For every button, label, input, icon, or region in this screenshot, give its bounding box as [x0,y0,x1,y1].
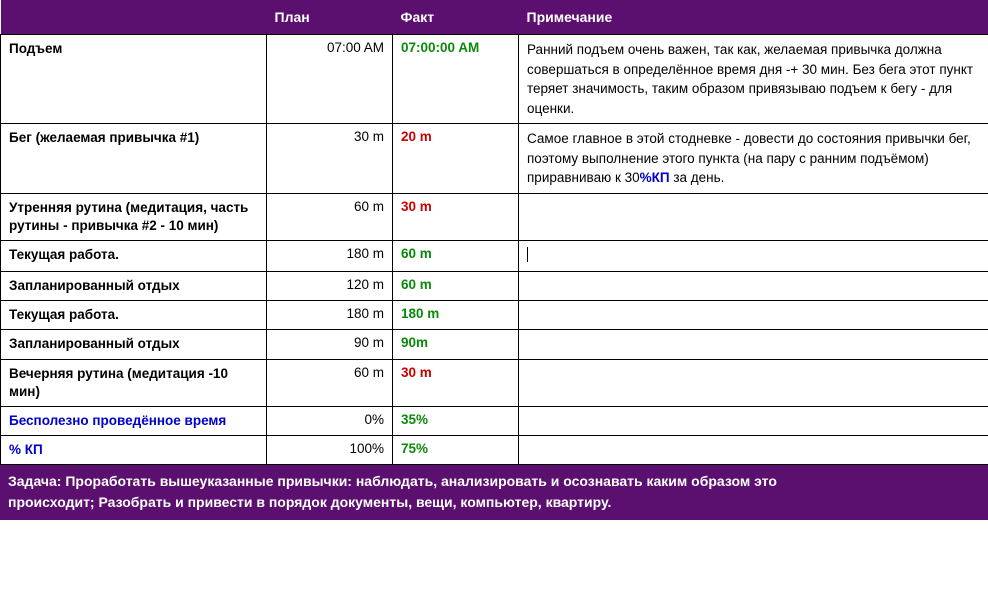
row-fact-value: 75% [393,436,519,465]
row-plan-value: 30 m [267,124,393,194]
row-task-label: Утренняя рутина (медитация, часть рутины - привычка #2 - 10 мин) [1,193,267,240]
task-footer-line-1: Задача: Проработать вышеуказанные привычки: наблюдать, анализировать и осознавать каким образом это [8,473,777,490]
column-header-fact: Факт [393,0,519,35]
table-row [1,193,988,240]
row-note [519,330,988,359]
row-fact-value: 90m [393,330,519,359]
row-plan-value: 120 m [267,271,393,300]
table-header [1,0,988,35]
row-task-label: Подъем [1,35,267,124]
row-note-text-pre: Самое главное в этой стодневке - довести до состояния привычки бег, поэтому выполнение этого пункта (на пару с ранним подъёмом) приравниваю к 30 [527,131,971,186]
row-fact-value: 07:00:00 AM [393,35,519,124]
row-plan-value: 100% [267,436,393,465]
table-row [1,359,988,406]
table-header-row [1,0,988,35]
table-row [1,436,988,465]
row-note-active-cell[interactable] [519,241,988,272]
table-row [1,330,988,359]
row-note-accent: %КП [639,170,670,186]
row-note [519,124,988,194]
row-plan-value: 180 m [267,241,393,272]
row-fact-value: 20 m [393,124,519,194]
row-note-text-post: за день. [669,170,725,186]
row-task-label: % КП [1,436,267,465]
row-fact-value: 60 m [393,271,519,300]
row-task-label: Запланированный отдых [1,330,267,359]
table-row [1,124,988,194]
row-fact-value: 30 m [393,359,519,406]
row-fact-value: 60 m [393,241,519,272]
row-task-label: Запланированный отдых [1,271,267,300]
task-footer [0,465,988,520]
task-footer-line-2: происходит; Разобрать и привести в порядок документы, вещи, компьютер, квартиру. [8,493,612,510]
table-row [1,301,988,330]
row-fact-value: 180 m [393,301,519,330]
row-plan-value: 07:00 AM [267,35,393,124]
row-task-label: Бег (желаемая привычка #1) [1,124,267,194]
row-task-label: Вечерняя рутина (медитация -10 мин) [1,359,267,406]
column-header-note: Примечание [519,0,988,35]
row-fact-value: 35% [393,407,519,436]
row-note [519,193,988,240]
row-note: Ранний подъем очень важен, так как, желаемая привычка должна совершаться в определённое время дня -+ 30 мин. Без бега этот пункт теряет значимость, таким образом привязываю подъем к бегу - для оценки. [519,35,988,124]
row-task-label: Текущая работа. [1,301,267,330]
table-row [1,35,988,124]
row-fact-value: 30 m [393,193,519,240]
table-body [1,35,988,465]
row-note [519,407,988,436]
row-note [519,301,988,330]
row-plan-value: 90 m [267,330,393,359]
row-note [519,359,988,406]
row-note [519,271,988,300]
row-plan-value: 60 m [267,193,393,240]
table-row [1,407,988,436]
table-row [1,271,988,300]
table-row [1,241,988,272]
row-task-label: Бесполезно проведённое время [1,407,267,436]
row-plan-value: 60 m [267,359,393,406]
text-cursor [527,247,528,262]
row-task-label: Текущая работа. [1,241,267,272]
row-note [519,436,988,465]
column-header-plan: План [267,0,393,35]
column-header-task [1,0,267,35]
row-plan-value: 0% [267,407,393,436]
row-plan-value: 180 m [267,301,393,330]
